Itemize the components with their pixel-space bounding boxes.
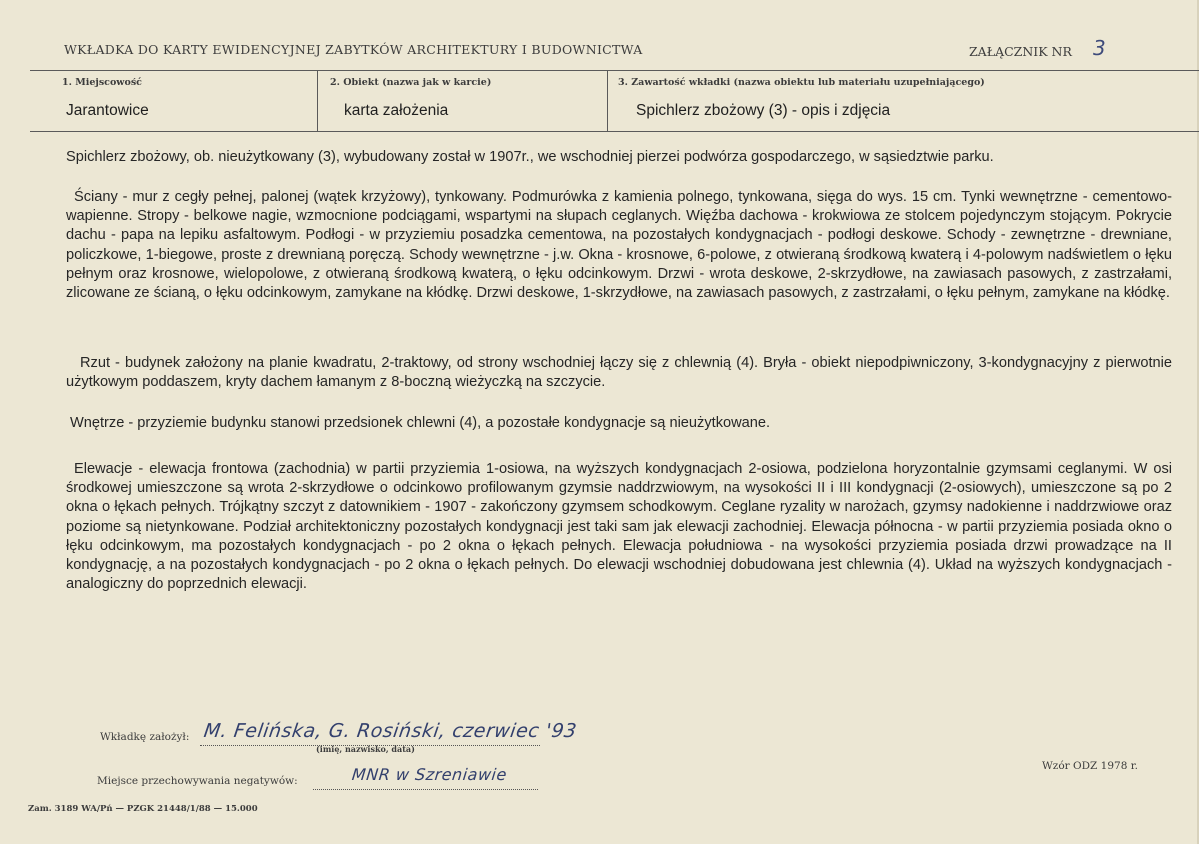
field-locality-label: 1. Miejscowość [62, 77, 142, 88]
annex-number: 3 [1093, 36, 1106, 60]
paragraph-plan: Rzut - budynek założony na planie kwadratu, 2-traktowy, od strony wschodniej łączy się z chlewnią (4). Bryła - obiekt niepodpiwniczony, 3-kondygnacyjny z pierwotnie użytkowym poddaszem, kryty dachem łamanym z 8-boczną wieżyczką na szczycie. [66, 355, 1172, 391]
field-content-label: 3. Zawartość wkładki (nazwa obiektu lub materiału uzupełniającego) [618, 77, 985, 88]
footer-print-code: Zam. 3189 WA/Pń — PZGK 21448/1/88 — 15.000 [28, 804, 258, 814]
form-model: Wzór ODZ 1978 r. [1042, 760, 1138, 772]
created-by-handwriting: M. Felińska, G. Rosiński, czerwiec '93 [202, 720, 579, 742]
negatives-location-label: Miejsce przechowywania negatywów: [97, 775, 298, 787]
negatives-location-handwriting: MNR w Szreniawie [351, 765, 508, 784]
header-fields [30, 70, 1199, 132]
field-object-value: karta założenia [344, 102, 449, 119]
paragraph-construction: Ściany - mur z cegły pełnej, palonej (wątek krzyżowy), tynkowany. Podmurówka z kamienia polnego, tynkowana, sięga do wys. 15 cm. Tynki wewnętrzne - cementowo-wapienne. Stropy - belkowe nagie, wzmocnione podciągami, wspartymi na słupach ceglanych. Więźba dachowa - krokwiowa ze stolcem pojedynczym stojącym. Pokrycie dachu - papa na lepiku asfaltowym. Podłogi - w przyziemiu posadzka cementowa, na pozostałych kondygnacjach - podłogi deskowe. Schody - zewnętrzne - drewniane, policzkowe, 1-biegowe, proste z drewnianą poręczą. Schody wewnętrzne - j.w. Okna - krosnowe, 6-polowe, z otwieraną środkową kwaterą i 4-polowym nadświetlem o łęku pełnym oraz krosnowe, wielopolowe, z otwieraną środkową kwaterą, o łęku odcinkowym. Drzwi - wrota deskowe, 2-skrzydłowe, na zawiasach pasowych, z zastrzałami, zlicowane ze ścianą, o łęku odcinkowym, zamykane na kłódkę. Drzwi deskowe, 1-skrzydłowe, na zawiasach pasowych, z zastrzałami, o łęku pełnym, zamykane na kłódkę. [66, 189, 1172, 302]
field-object-label: 2. Obiekt (nazwa jak w karcie) [330, 77, 492, 88]
document-title: WKŁADKA DO KARTY EWIDENCYJNEJ ZABYTKÓW ARCHITEKTURY I BUDOWNICTWA [64, 42, 643, 57]
paragraph-interior: Wnętrze - przyziemie budynku stanowi przedsionek chlewni (4), a pozostałe kondygnacje są nieużytkowane. [70, 415, 771, 431]
created-by-sublabel: (imię, nazwisko, data) [316, 744, 415, 754]
annex-label: ZAŁĄCZNIK NR [969, 44, 1072, 59]
field-content [607, 71, 1199, 131]
created-by-label: Wkładkę założył: [100, 731, 190, 743]
field-locality [30, 71, 317, 131]
field-content-value: Spichlerz zbożowy (3) - opis i zdjęcia [636, 102, 891, 119]
negatives-location-line [313, 789, 538, 790]
field-object [317, 71, 607, 131]
paragraph-elevations: Elewacje - elewacja frontowa (zachodnia) w partii przyziemia 1-osiowa, na wyższych kondygnacjach 2-osiowa, podzielona horyzontalnie gzymsami ceglanymi. W osi środkowej umieszczone są wrota 2-skrzydłowe o odcinkowo profilowanym gzymsie naddrzwiowym, na wysokości II i III kondygnacji (2-osiowych), umieszczone są po 2 okna o łękach pełnych. Trójkątny szczyt z datownikiem - 1907 - zakończony gzymsem schodkowym. Ceglane ryzality w narożach, gzymsy nadokienne i naddrzwiowe oraz poziome są nietynkowane. Podział architektoniczny pozostałych kondygnacji jest taki sam jak elewacji zachodniej. Elewacja północna - w partii przyziemia posiada okno o łęku odcinkowym, ma pozostałych kondygnacjach - po 2 okna o łękach pełnych. Elewacja południowa - na wysokości przyziemia posiada drzwi prowadzące na II kondygnację, a na pozostałych kondygnacjach - po 2 okna o łękach pełnych. Do elewacji wschodniej dobudowana jest chlewnia (4). Układ na wyższych kondygnacjach - analogiczny do poprzednich elewacji. [66, 461, 1172, 593]
paragraph-intro: Spichlerz zbożowy, ob. nieużytkowany (3), wybudowany został w 1907r., we wschodniej pierzei podwórza gospodarczego, w sąsiedztwie parku. [66, 149, 994, 165]
field-locality-value: Jarantowice [66, 102, 149, 119]
